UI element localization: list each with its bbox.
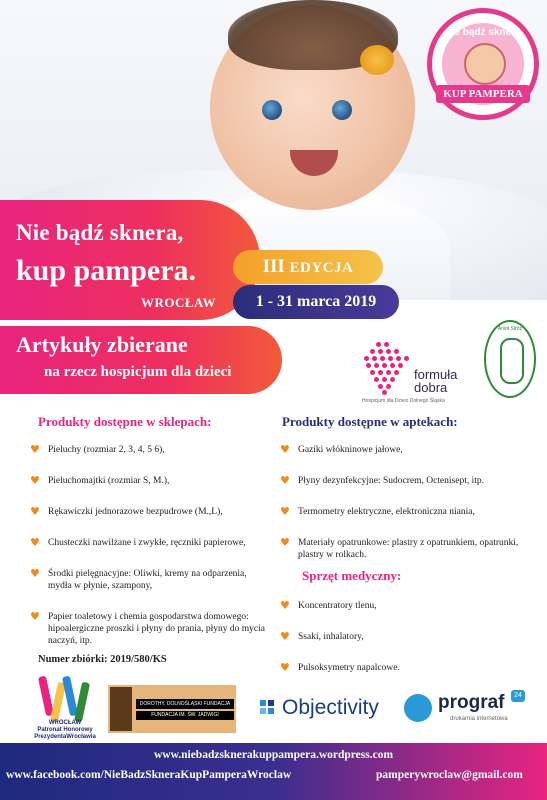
list-item-text: Materiały opatrunkowe: plastry z opatrunkiem, opatrunki, plastry w rolkach. — [298, 538, 519, 560]
list-item — [276, 600, 522, 612]
list-item — [26, 444, 276, 456]
facebook-link[interactable]: www.facebook.com/NieBadzSkneraKupPamperaWroclaw — [6, 769, 292, 781]
logo-baby-icon — [464, 43, 506, 85]
aniol-stroz-logo — [484, 320, 536, 398]
list-item — [276, 506, 522, 518]
heart-icon: ♥ — [30, 567, 40, 580]
edition-roman: III — [262, 256, 285, 277]
baby-eye-left — [262, 100, 282, 120]
patronat-line2: Patronat Honorowy — [37, 727, 93, 733]
edition-badge — [233, 250, 383, 284]
list-item — [26, 537, 276, 549]
list-item-text: Koncentratory tlenu, — [298, 601, 377, 611]
heart-icon: ♥ — [280, 599, 290, 612]
prograf-name: prograf — [438, 692, 505, 713]
heart-icon: ♥ — [280, 661, 290, 674]
list-item — [26, 568, 268, 592]
prograf-badge: 24 — [511, 690, 525, 702]
heart-icon: ♥ — [280, 536, 290, 549]
prograf-circle-icon — [404, 694, 432, 722]
heart-icon: ♥ — [30, 536, 40, 549]
heart-icon: ♥ — [280, 474, 290, 487]
list-item-text: Gaziki włókninowe jałowe, — [298, 445, 403, 455]
fundacja-statue-icon — [110, 687, 132, 731]
heart-icon: ♥ — [280, 443, 290, 456]
logo-banner: KUP PAMPERA — [436, 85, 530, 103]
collection-number: Numer zbiórki: 2019/580/KS — [38, 654, 167, 665]
list-item — [276, 631, 522, 643]
campaign-logo — [427, 8, 539, 120]
subheadline-band — [0, 326, 282, 394]
heart-icon: ♥ — [30, 443, 40, 456]
medical-title: Sprzęt medyczny: — [302, 568, 402, 583]
formula-name-line1: formuła — [414, 367, 458, 382]
email-link[interactable]: pamperywroclaw@gmail.com — [376, 769, 523, 781]
list-item-text: Środki pielęgnacyjne: Oliwki, kremy na odparzenia, mydła w płynie, szampony, — [48, 569, 247, 591]
hair-bow — [360, 45, 394, 75]
heart-icon: ♥ — [30, 505, 40, 518]
list-item — [276, 662, 522, 674]
formula-dobra-subtitle: Hospicjum dla Dzieci Dolnego Śląska — [362, 398, 445, 404]
prograf-logo — [404, 688, 534, 728]
heart-icon: ♥ — [30, 610, 40, 623]
list-item-text: Płyny dezynfekcyjne: Sudocrem, Octenisept, itp. — [298, 476, 484, 486]
formula-dobra-name — [414, 368, 457, 394]
patronat-line1: WROCŁAW — [48, 720, 82, 726]
shops-list — [26, 444, 276, 647]
subheadline-line1: Artykuły zbierane — [16, 332, 188, 357]
fundacja-line1: DOROTHY, DOLNOŚLĄSKI FUNDACJA — [136, 699, 234, 709]
wroclaw-w-icon — [40, 676, 88, 716]
heart-icon: ♥ — [280, 630, 290, 643]
pharmacies-title: Produkty dostępne w aptekach: — [282, 414, 458, 429]
headline-line1: Nie bądź sknera, — [16, 220, 184, 245]
objectivity-name: Objectivity — [282, 696, 379, 719]
headline-band — [0, 200, 260, 320]
list-item-text: Pulsoksymetry napalcowe. — [298, 663, 400, 673]
subheadline-line2: na rzecz hospicjum dla dzieci — [44, 364, 232, 380]
list-item — [26, 475, 276, 487]
shops-title: Produkty dostępne w sklepach: — [38, 414, 212, 429]
list-item — [26, 506, 276, 518]
website-link[interactable]: www.niebadzsknerakuppampera.wordpress.com — [153, 749, 394, 761]
patronat-caption — [30, 720, 100, 741]
date-badge: 1 - 31 marca 2019 — [233, 285, 399, 319]
baby-eye-right — [332, 100, 352, 120]
aniol-stroz-text: Anioł Stróż — [497, 326, 523, 332]
formula-name-line2: dobra — [414, 380, 448, 395]
list-item-text: Pieluchomajtki (rozmiar S, M.), — [48, 476, 170, 486]
logo-top-text: nie bądź sknera — [445, 27, 521, 38]
pharmacies-list — [276, 444, 522, 561]
heart-icon: ♥ — [280, 505, 290, 518]
list-item — [276, 475, 522, 487]
list-item-text: Papier toaletowy i chemia gospodarstwa domowego: hipoalergiczne proszki i płyny do prania, płyny do mycia naczyń, itp. — [48, 612, 265, 646]
list-item-text: Rękawiczki jednorazowe bezpudrowe (M.,L), — [48, 507, 223, 517]
formula-dobra-logo — [356, 340, 476, 406]
objectivity-logo — [258, 694, 394, 724]
headline-line2: kup pampera. — [16, 254, 197, 287]
footer — [0, 743, 547, 800]
list-item — [276, 537, 530, 561]
fundacja-logo — [108, 685, 236, 733]
prograf-subtitle: drukarnia internetowa — [450, 716, 508, 722]
list-item-text: Ssaki, inhalatory, — [298, 632, 364, 642]
angel-figure-icon — [500, 338, 524, 384]
heart-icon: ♥ — [30, 474, 40, 487]
list-item — [276, 444, 522, 456]
list-item-text: Chusteczki nawilżane i zwykłe, ręczniki papierowe, — [48, 538, 246, 548]
headline-city: WROCŁAW — [141, 295, 217, 310]
list-item-text: Pieluchy (rozmiar 2, 3, 4, 5 6), — [48, 445, 165, 455]
list-item-text: Termometry elektryczne, elektroniczna niania, — [298, 507, 475, 517]
patronat-logo — [30, 672, 98, 742]
list-item — [26, 611, 280, 647]
medical-list — [276, 600, 522, 674]
patronat-line3: PrezydentaWrocławia — [34, 734, 96, 740]
fundacja-line2: FUNDACJA IM. ŚW. JADWIGI — [136, 711, 234, 720]
edition-word: EDYCJA — [289, 260, 354, 276]
